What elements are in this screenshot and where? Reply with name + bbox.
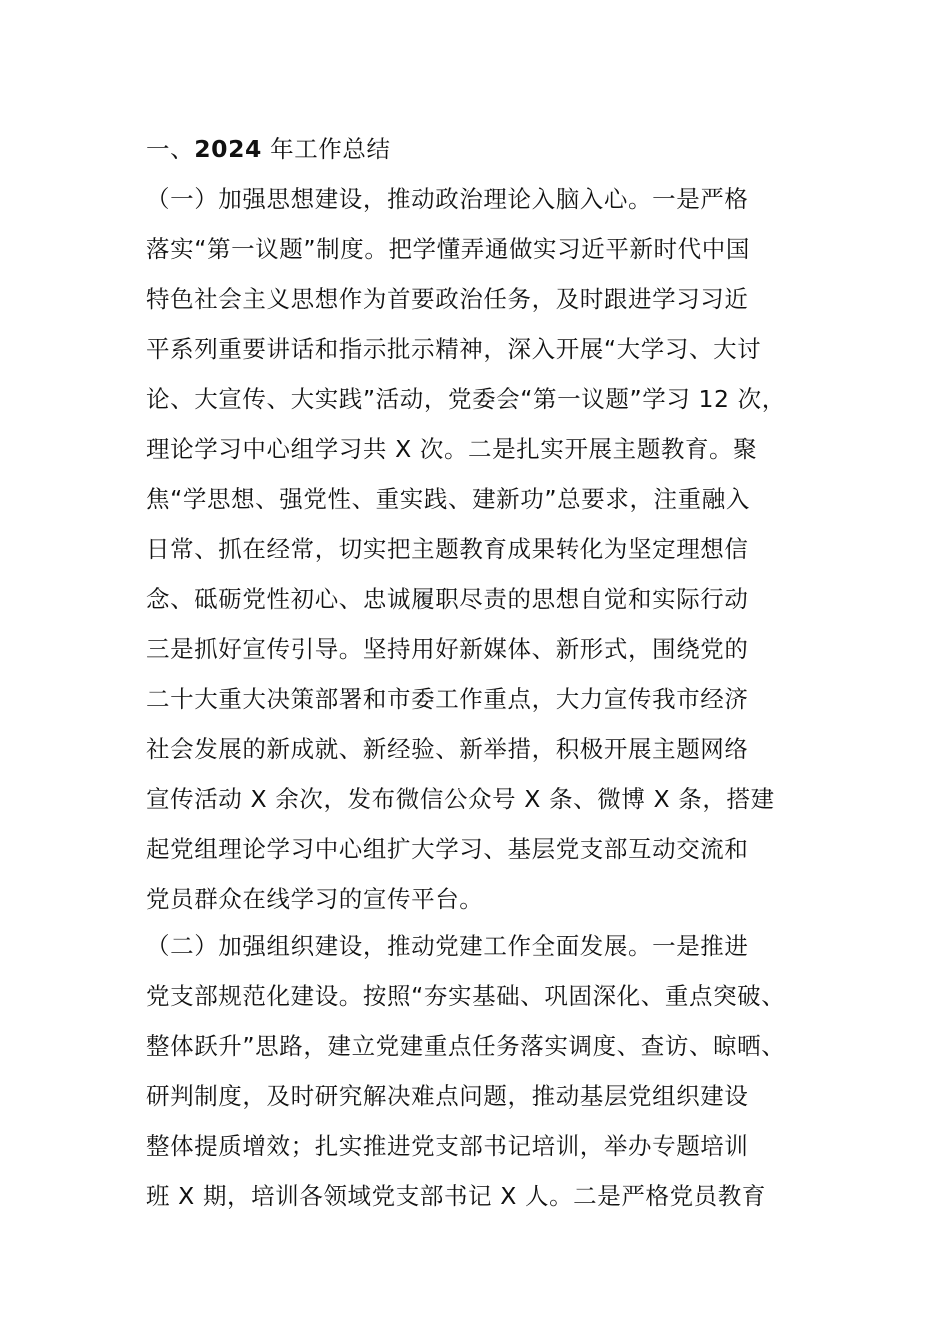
paragraph-1-line-11: 二十大重大决策部署和市委工作重点，大力宣传我市经济 [146, 685, 749, 713]
paragraph-1-line-1: （一）加强思想建设，推动政治理论入脑入心。一是严格 [146, 185, 749, 213]
paragraph-1-line-3: 特色社会主义思想作为首要政治任务，及时跟进学习习近 [146, 285, 749, 313]
paragraph-1-line-8: 日常、抓在经常，切实把主题教育成果转化为坚定理想信 [146, 535, 749, 563]
paragraph-1-line-13: 宣传活动 X 余次，发布微信公众号 X 条、微博 X 条，搭建 [146, 785, 775, 813]
section-heading [146, 134, 846, 164]
paragraph-1-line-7: 焦“学思想、强党性、重实践、建新功”总要求，注重融入 [146, 485, 750, 513]
paragraph-1-line-12: 社会发展的新成就、新经验、新举措，积极开展主题网络 [146, 735, 749, 763]
paragraph-1-line-6: 理论学习中心组学习共 X 次。二是扎实开展主题教育。聚 [146, 435, 758, 463]
paragraph-1-line-10: 三是抓好宣传引导。坚持用好新媒体、新形式，围绕党的 [146, 635, 749, 663]
paragraph-2-line-4: 研判制度，及时研究解决难点问题，推动基层党组织建设 [146, 1082, 749, 1110]
heading-suffix: 年工作总结 [270, 135, 391, 163]
paragraph-2-line-6: 班 X 期，培训各领域党支部书记 X 人。二是严格党员教育 [146, 1182, 766, 1210]
heading-prefix: 一、 [146, 135, 195, 163]
paragraph-1-line-14: 起党组理论学习中心组扩大学习、基层党支部互动交流和 [146, 835, 749, 863]
heading-year: 2024 [194, 135, 263, 163]
paragraph-1-line-15: 党员群众在线学习的宣传平台。 [146, 885, 484, 913]
paragraph-1-line-4: 平系列重要讲话和指示批示精神，深入开展“大学习、大讨 [146, 335, 762, 363]
paragraph-2-line-5: 整体提质增效；扎实推进党支部书记培训，举办专题培训 [146, 1132, 749, 1160]
paragraph-1-line-2: 落实“第一议题”制度。把学懂弄通做实习近平新时代中国 [146, 235, 750, 263]
paragraph-1-line-9: 念、砥砺党性初心、忠诚履职尽责的思想自觉和实际行动 [146, 585, 749, 613]
paragraph-1-line-5: 论、大宣传、大实践”活动，党委会“第一议题”学习 12 次， [146, 385, 786, 413]
paragraph-2-line-1: （二）加强组织建设，推动党建工作全面发展。一是推进 [146, 932, 749, 960]
paragraph-2-line-3: 整体跃升”思路，建立党建重点任务落实调度、查访、晾晒、 [146, 1032, 786, 1060]
paragraph-2-line-2: 党支部规范化建设。按照“夯实基础、巩固深化、重点突破、 [146, 982, 786, 1010]
